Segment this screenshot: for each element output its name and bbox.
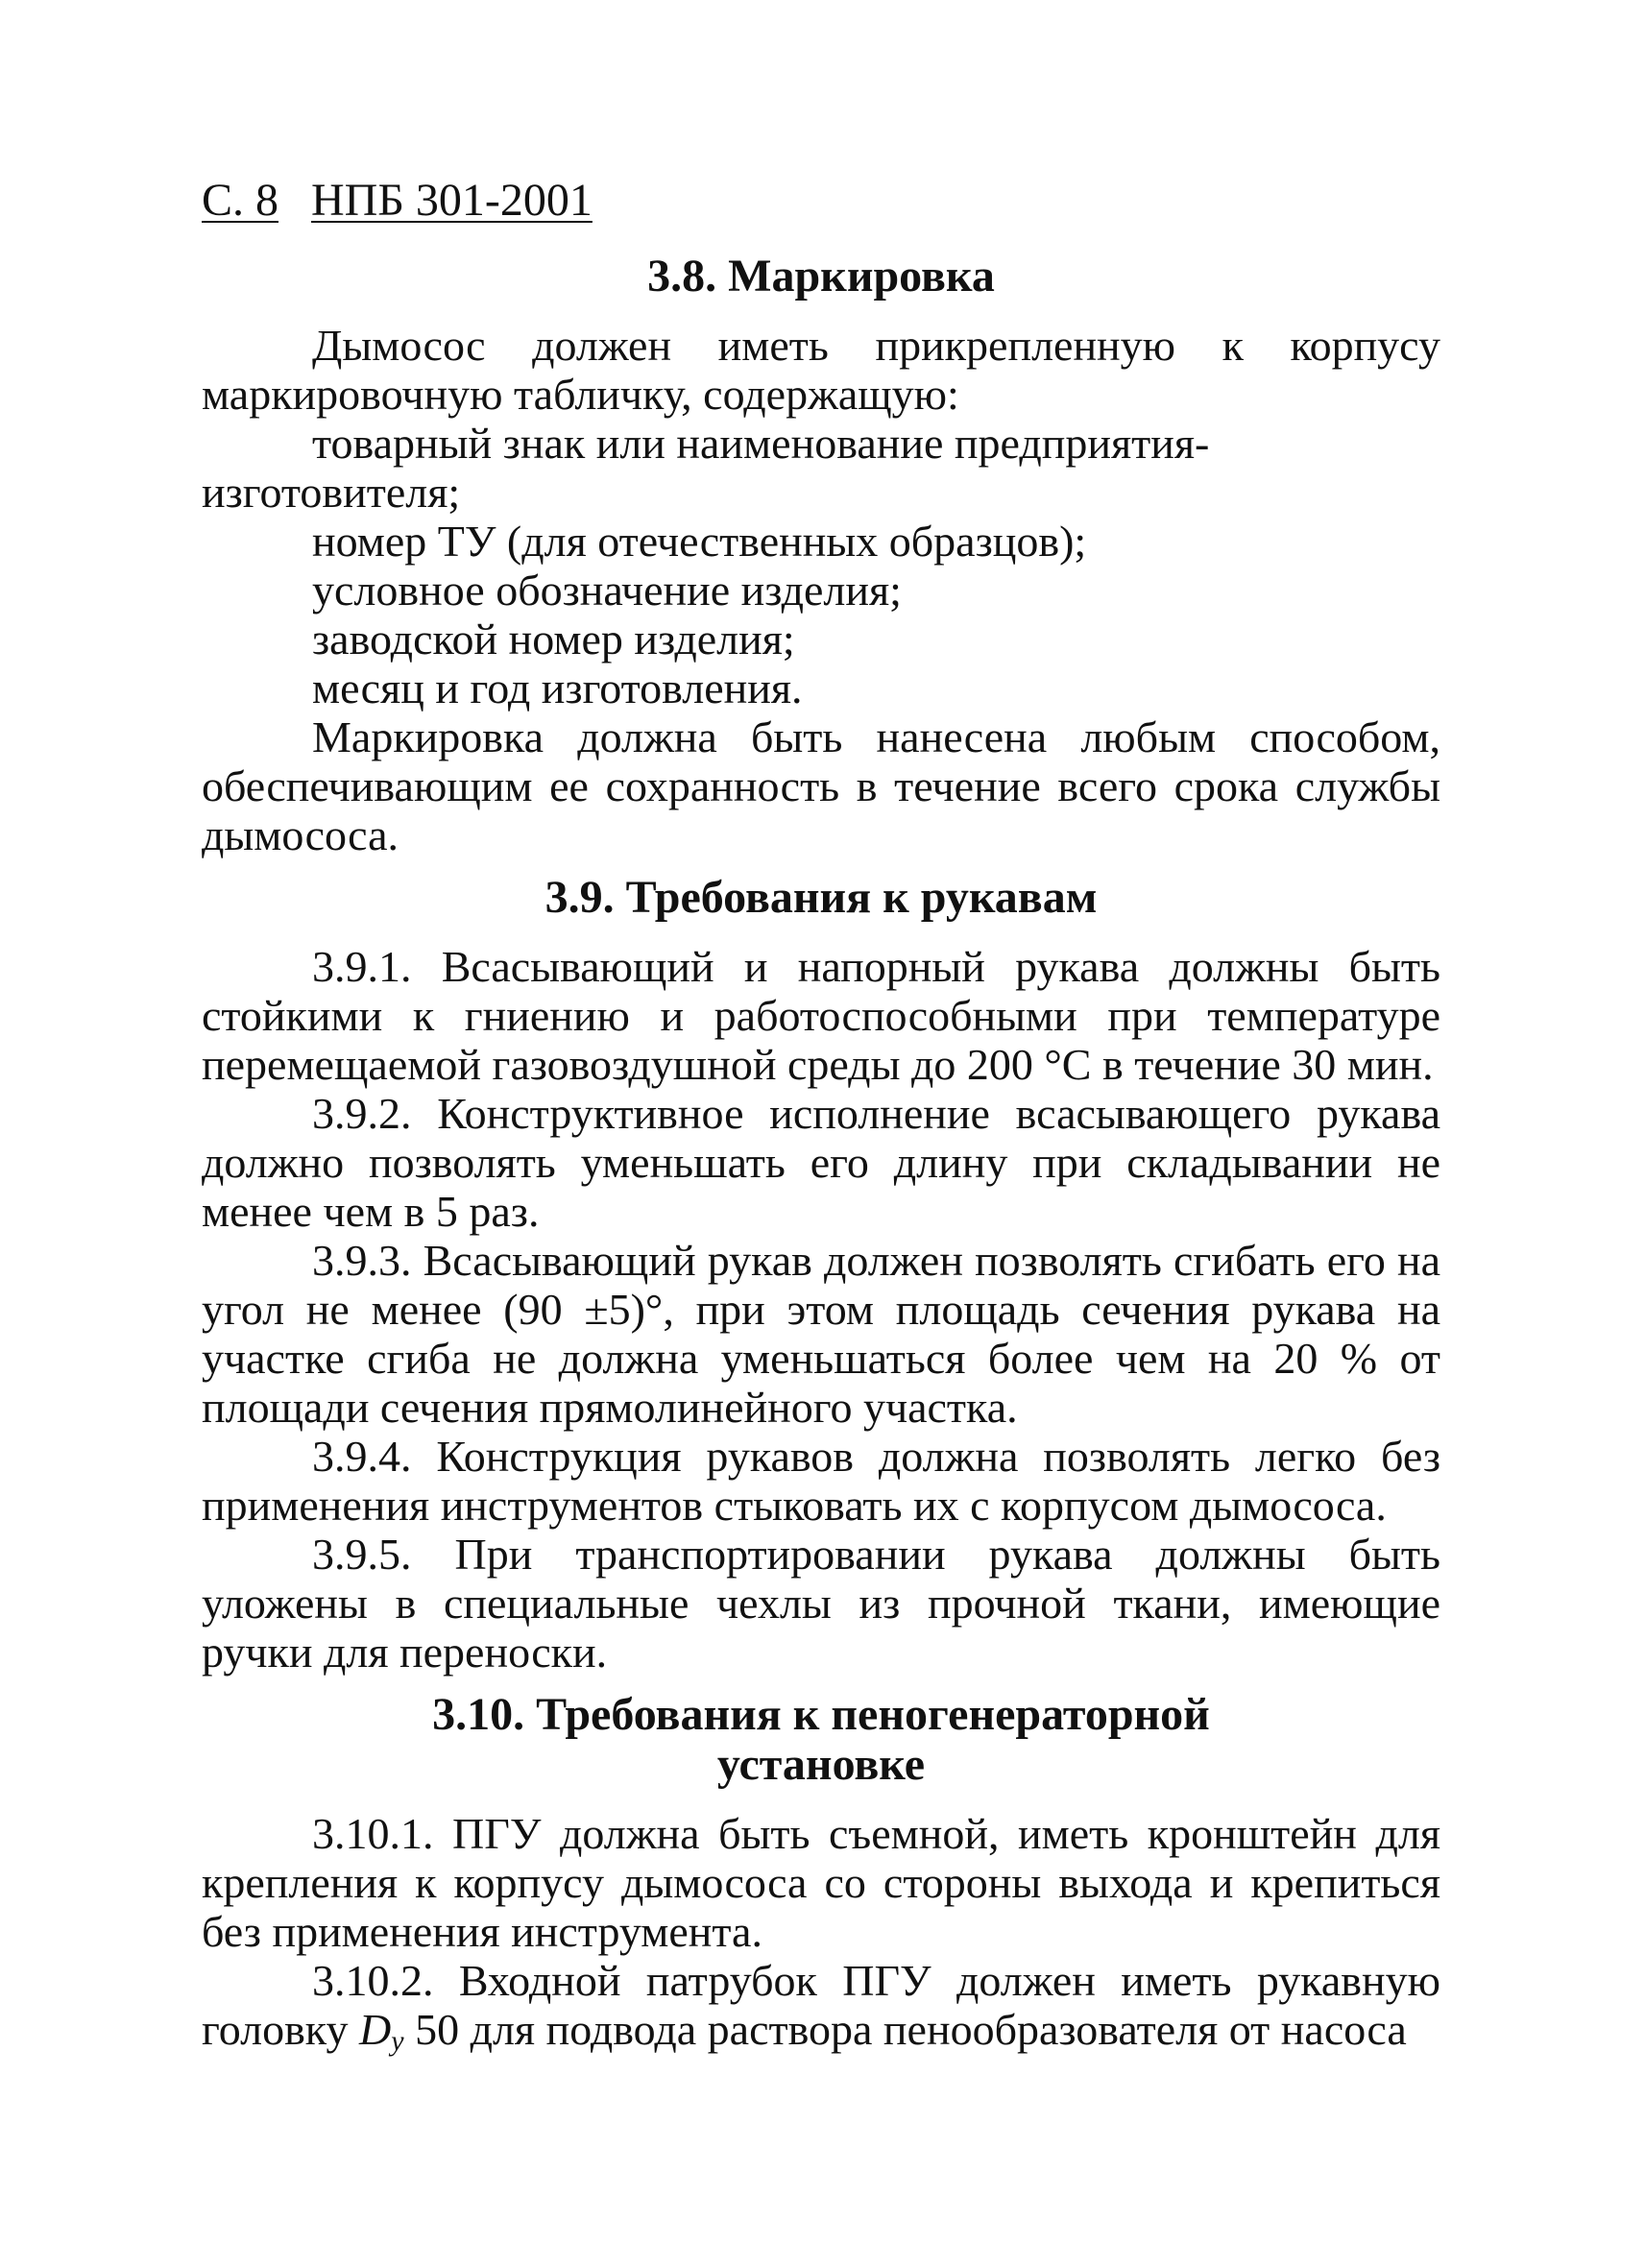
clause-3-9-2: 3.9.2. Конструктивное исполнение всасывающего рукава должно позволять уменьшать его длину при складывании не менее чем в 5 раз.: [202, 1089, 1440, 1236]
marking-item: товарный знак или наименование предприятия-изготовителя;: [202, 419, 1210, 517]
section-3-10-title-line2: установке: [716, 1739, 926, 1790]
section-3-8-intro: Дымосос должен иметь прикрепленную к корпусу маркировочную табличку, содержащую:: [202, 321, 1440, 419]
clause-3-9-1: 3.9.1. Всасывающий и напорный рукава должны быть стойкими к гниению и работоспособными при температуре перемещаемой газовоздушной среды до 200 °С в течение 30 мин.: [202, 942, 1440, 1089]
clause-3-9-5: 3.9.5. При транспортировании рукава должны быть уложены в специальные чехлы из прочной ткани, имеющие ручки для переноски.: [202, 1530, 1440, 1677]
section-3-10-title-line1: 3.10. Требования к пеногенераторной: [432, 1689, 1210, 1740]
section-3-9-title: 3.9. Требования к рукавам: [544, 872, 1098, 923]
clause-3-9-3: 3.9.3. Всасывающий рукав должен позволять сгибать его на угол не менее (90 ±5)°, при этом площадь сечения рукава на участке сгиба не должна уменьшаться более чем на 20 % от площади сечения прямолинейного участка.: [202, 1236, 1440, 1432]
clause-3-10-2: [202, 1956, 1440, 2065]
document-page: [202, 173, 1440, 2065]
section-3-8-closing: Маркировка должна быть нанесена любым способом, обеспечивающим ее сохранность в течение всего срока службы дымососа.: [202, 712, 1440, 859]
clause-3-9-4: 3.9.4. Конструкция рукавов должна позволять легко без применения инструментов стыковать их с корпусом дымососа.: [202, 1432, 1440, 1530]
clause-3-10-2-text-end: 50 для подвода раствора пенообразователя от насоса: [403, 2005, 1407, 2054]
clause-3-10-2-text-start: 3.10.2. Входной патрубок ПГУ должен иметь рукавную головку: [202, 1956, 1440, 2054]
section-3-10-title: [202, 1690, 1440, 1790]
section-3-8-title: 3.8. Маркировка: [647, 251, 995, 302]
clause-3-10-1: 3.10.1. ПГУ должна быть съемной, иметь кронштейн для крепления к корпусу дымососа со стороны выхода и крепиться без применения инструмента.: [202, 1809, 1440, 1956]
document-code: НПБ 301-2001: [311, 175, 593, 226]
running-header: [202, 173, 1440, 229]
marking-item: заводской номер изделия;: [312, 615, 795, 664]
nominal-diameter-symbol: D: [359, 2005, 392, 2054]
marking-item: номер ТУ (для отечественных образцов);: [312, 517, 1087, 566]
marking-item: месяц и год изготовления.: [312, 664, 803, 712]
page-number: С. 8: [202, 175, 279, 226]
marking-item: условное обозначение изделия;: [312, 566, 902, 615]
nominal-diameter-subscript: y: [391, 2025, 404, 2057]
